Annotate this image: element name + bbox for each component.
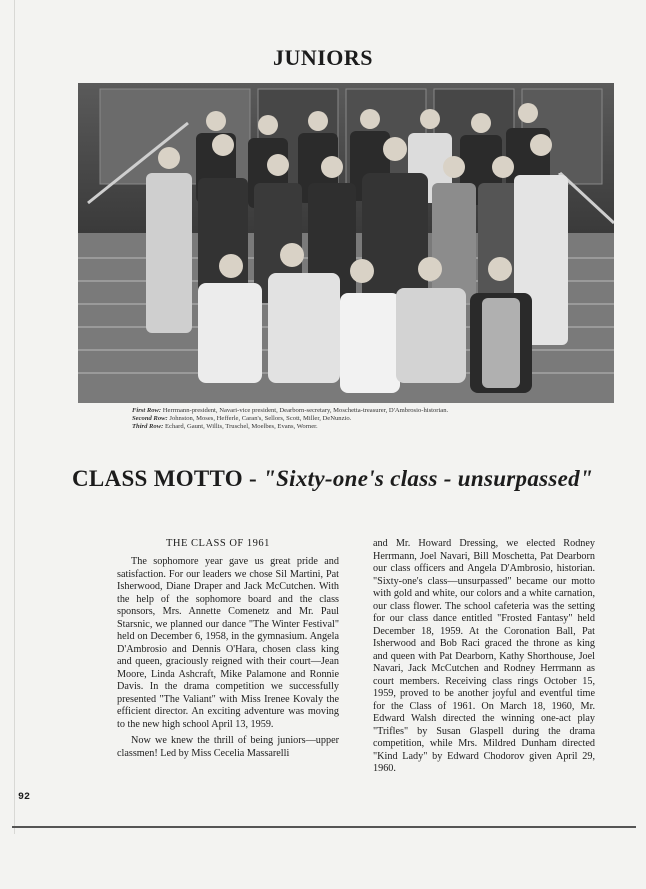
article-column-right [373,538,595,776]
class-motto [72,466,632,492]
caption-first-row [132,407,602,415]
class-group-photo [78,83,614,403]
photo-captions [132,407,602,431]
article-column-left [117,556,339,760]
caption-text: Echard, Gaunt, Willis, Truschel, Moelbes, Evans, Worner. [164,423,318,430]
caption-label: First Row: [132,407,162,414]
article-paragraph: The sophomore year gave us great pride and satisfaction. For our leaders we chose Sil Martini, Pat Isherwood, Diane Draper and Jack McCutchen. With the help of the sophomore board and the class sponsors, Mrs. Annette Comenetz and Mr. Paul Starsnic, we planned our dance "The Winter Festival" held on December 6, 1958, in the gymnasium. Angela D'Ambrosio and Dennis O'Hara, chosen class king and queen, graciously reigned with their court—Jean Moore, Linda Ashcraft, Mike Palamone and Ronnie Davis. In the drama competition we successfully presented "The Valiant" with Miss Irenee Kovaly the efficient director. An exciting adventure was moving to the new high school April 13, 1959. [117,556,339,730]
caption-third-row [132,423,602,431]
caption-label: Second Row: [132,415,168,422]
page-edge-line [14,0,15,834]
caption-second-row [132,415,602,423]
photo-illustration [78,83,614,403]
motto-label: CLASS MOTTO - [72,466,264,491]
motto-quote: "Sixty-one's class - unsurpassed" [263,466,594,491]
caption-text: Johnston, Moses, Hefferle, Caran's, Sellors, Scott, Miller, DeNunzio. [169,415,352,422]
article-title: THE CLASS OF 1961 [166,538,270,549]
page-bottom-rule [12,826,636,828]
page-heading: JUNIORS [272,45,374,70]
article-paragraph: Now we knew the thrill of being juniors—upper classmen! Led by Miss Cecelia Massarelli [117,735,339,759]
article-paragraph: and Mr. Howard Dressing, we elected Rodney Herrmann, Joel Navari, Bill Moschetta, Pat Dearborn our class officers and Angela D'Ambrosio, historian. "Sixty-one's class—unsurpassed" became our motto with gold and white, our colors and a white carnation, our class flower. The school cafeteria was the setting for our class dance entitled "Frosted Fantasy" held December 18, 1959. At the Coronation Ball, Pat Isherwood and Bob Raci graced the throne as king and queen with Pat Dearborn, Kathy Shorthouse, Joel Navari, Jack McCutchen and Rodney Herrmann as court members. Receiving class rings October 15, 1959, proved to be another joyful and eventful time for the Class of 1961. On March 18, 1960, Mr. Edward Walsh directed the winning one-act play "Trifles" by Susan Glaspell during the drama competition, while Mrs. Mildred Dunham directed "Kind Lady" by Edward Chodorov given April 29, 1960. [373,538,595,774]
caption-label: Third Row: [132,423,164,430]
page-number: 92 [18,792,31,803]
caption-text: Herrmann-president, Navari-vice president, Dearborn-secretary, Moschetta-treasurer, D'Ambrosio-historian. [162,407,449,414]
